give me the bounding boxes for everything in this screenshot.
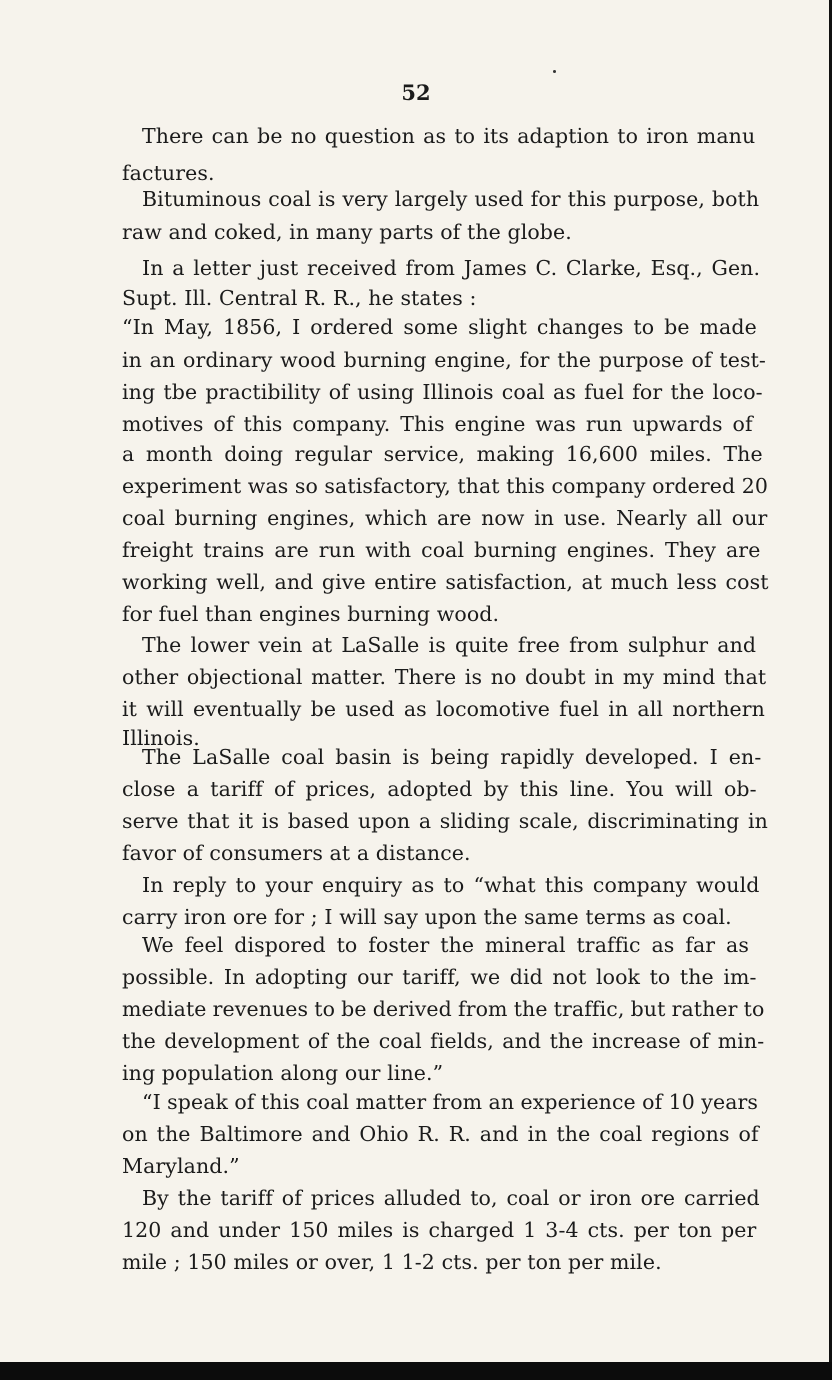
text-line: “I speak of this coal matter from an experience of 10 years	[142, 1090, 759, 1114]
text-line: ing population along our line.”	[122, 1061, 444, 1085]
text-line: working well, and give entire satisfaction, at much less cost	[122, 570, 769, 594]
text-line: ing tbe practibility of using Illinois coal as fuel for the loco-	[122, 380, 763, 404]
text-line: Bituminous coal is very largely used for this purpose, both	[142, 187, 760, 211]
text-line: In a letter just received from James C. Clarke, Esq., Gen.	[142, 256, 761, 280]
text-line: in an ordinary wood burning engine, for the purpose of test-	[122, 348, 766, 372]
text-line: for fuel than engines burning wood.	[122, 602, 500, 626]
page-number: 52	[401, 80, 431, 105]
text-line: close a tariff of prices, adopted by this line. You will ob-	[122, 777, 757, 801]
text-line: experiment was so satisfactory, that this company ordered 20	[122, 474, 769, 498]
text-line: motives of this company. This engine was run upwards of	[122, 412, 753, 436]
text-line: on the Baltimore and Ohio R. R. and in the coal regions of	[122, 1122, 759, 1146]
text-line: Supt. Ill. Central R. R., he states :	[122, 286, 477, 310]
text-line: By the tariff of prices alluded to, coal or iron ore carried	[142, 1186, 760, 1210]
text-line: serve that it is based upon a sliding scale, discriminating in	[122, 809, 768, 833]
text-line: possible. In adopting our tariff, we did not look to the im-	[122, 965, 757, 989]
text-line: The LaSalle coal basin is being rapidly developed. I en-	[142, 745, 762, 769]
text-line: other objectional matter. There is no doubt in my mind that	[122, 665, 767, 689]
text-line: it will eventually be used as locomotive fuel in all northern	[122, 697, 765, 721]
text-line: “In May, 1856, I ordered some slight changes to be made	[122, 315, 757, 339]
text-line: coal burning engines, which are now in use. Nearly all our	[122, 506, 768, 530]
text-line: We feel dispored to foster the mineral traffic as far as	[142, 933, 749, 957]
text-line: mile ; 150 miles or over, 1 1-2 cts. per ton per mile.	[122, 1250, 662, 1274]
text-line: freight trains are run with coal burning engines. They are	[122, 538, 761, 562]
ink-speck	[553, 70, 556, 73]
page-edge-bottom	[0, 1362, 832, 1380]
text-line: The lower vein at LaSalle is quite free from sulphur and	[142, 633, 757, 657]
text-line: There can be no question as to its adaption to iron manu	[142, 124, 756, 148]
text-line: Maryland.”	[122, 1154, 240, 1178]
text-line: factures.	[122, 161, 215, 185]
text-line: favor of consumers at a distance.	[122, 841, 471, 865]
text-line: the development of the coal fields, and the increase of min-	[122, 1029, 765, 1053]
text-line: a month doing regular service, making 16,600 miles. The	[122, 442, 763, 466]
text-line: Illinois.	[122, 726, 200, 750]
text-line: In reply to your enquiry as to “what this company would	[142, 873, 760, 897]
text-line: mediate revenues to be derived from the traffic, but rather to	[122, 997, 765, 1021]
text-line: 120 and under 150 miles is charged 1 3-4 cts. per ton per	[122, 1218, 757, 1242]
text-line: raw and coked, in many parts of the globe.	[122, 220, 572, 244]
text-line: carry iron ore for ; I will say upon the same terms as coal.	[122, 905, 732, 929]
